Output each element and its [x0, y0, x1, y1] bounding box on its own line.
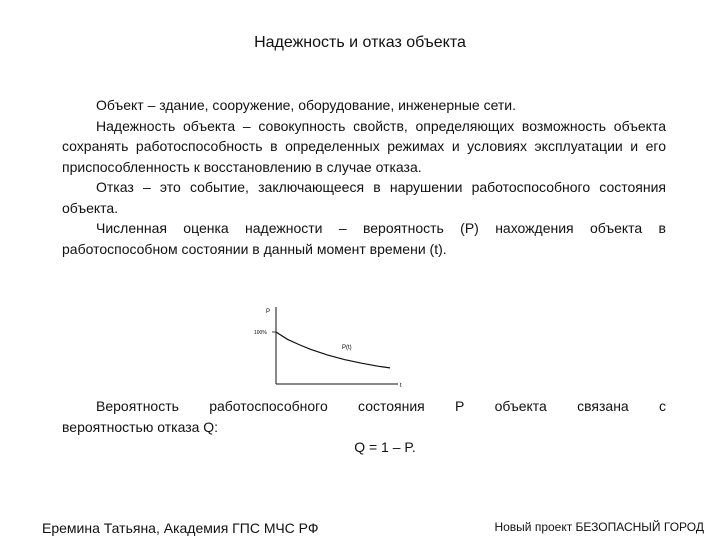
footer-author: Еремина Татьяна, Академия ГПС МЧС РФ	[42, 520, 319, 536]
p-t-curve	[276, 332, 390, 368]
relation-word: состояния	[358, 398, 425, 414]
relation-word: P	[455, 398, 465, 414]
reliability-graph	[250, 303, 410, 393]
paragraph-object: Объект – здание, сооружение, оборудование, инженерные сети.	[96, 97, 517, 113]
paragraph-reliability: Надежность объекта – совокупность свойств, определяющих возможность объекта сохранять работоспособность в определенных режимах и условиях эксплуатации и его приспособленность к восстановлению в случае отказа.	[62, 117, 666, 175]
relation-word: Вероятность	[96, 398, 179, 414]
relation-line-2: вероятностью отказа Q:	[62, 418, 219, 435]
slide-title: Надежность и отказ объекта	[254, 34, 466, 51]
relation-text	[62, 396, 666, 437]
formula: Q = 1 – P.	[354, 439, 416, 455]
footer-project: Новый проект БЕЗОПАСНЫЙ ГОРОД	[494, 520, 704, 534]
curve-label: P(t)	[342, 345, 352, 351]
paragraph-numeric-estimate: Численная оценка надежности – вероятность (P) нахождения объекта в работоспособном состоянии в данный момент времени (t).	[62, 220, 666, 257]
relation-word: объекта	[494, 398, 547, 414]
relation-word: работоспособного	[209, 398, 328, 414]
paragraph-failure: Отказ – это событие, заключающееся в нарушении работоспособного состояния объекта.	[62, 179, 666, 216]
relation-line-1	[62, 396, 666, 417]
y-axis-label: P	[265, 309, 270, 315]
x-axis-label: t	[400, 383, 402, 389]
y-tick-label: 100%	[254, 330, 267, 336]
relation-word: с	[659, 398, 666, 414]
relation-word: связана	[577, 398, 629, 414]
definitions-text	[62, 95, 666, 259]
